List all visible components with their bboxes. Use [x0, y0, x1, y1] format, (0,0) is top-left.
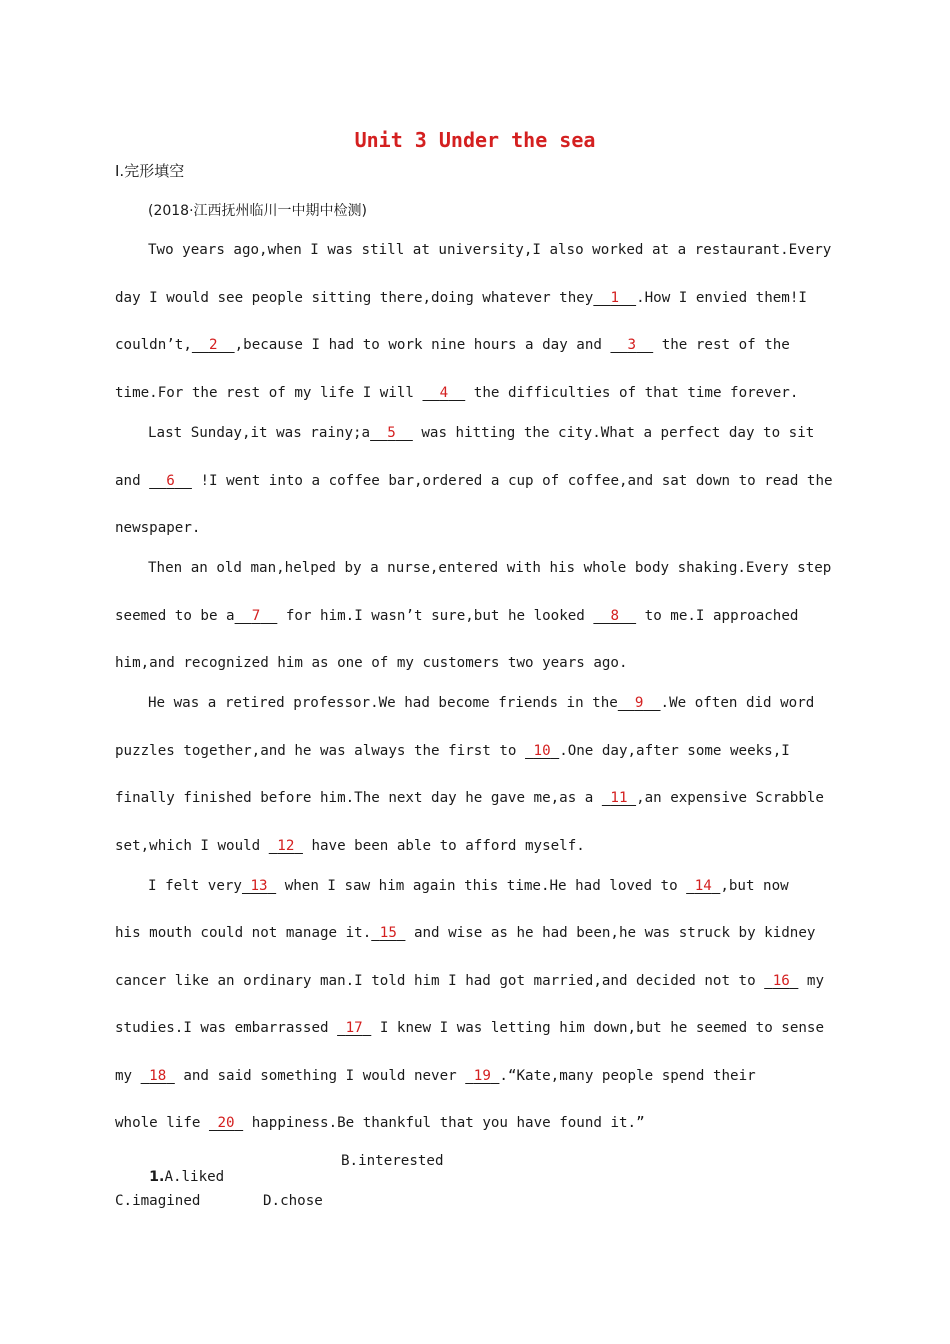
blank-8[interactable] — [593, 606, 636, 626]
blank-number: 3 — [627, 337, 637, 353]
passage-text: cancer like an ordinary man.I told him I had got married,and decided not to — [115, 973, 765, 989]
passage-line — [115, 606, 835, 626]
passage-text: studies.I was embarrassed — [115, 1020, 338, 1036]
passage-text: and — [115, 473, 150, 489]
blank-5[interactable] — [370, 423, 413, 443]
blank-17[interactable] — [337, 1018, 371, 1038]
passage-text: have been able to afford myself. — [302, 838, 585, 854]
blank-15[interactable] — [371, 923, 405, 943]
passage-line — [115, 1066, 835, 1086]
passage-text: my — [115, 1068, 141, 1084]
blank-3[interactable] — [610, 335, 653, 355]
blank-7[interactable] — [235, 606, 278, 626]
passage-line — [115, 335, 835, 355]
passage-text: happiness.Be thankful that you have found it.” — [243, 1115, 645, 1131]
blank-number: 12 — [277, 838, 295, 854]
blank-number: 15 — [379, 925, 397, 941]
passage-text: him,and recognized him as one of my customers two years ago. — [115, 655, 628, 671]
passage-line — [115, 923, 835, 943]
blank-number: 2 — [208, 337, 218, 353]
passage-text: He was a retired professor.We had become friends in the — [148, 695, 618, 711]
passage-text: time.For the rest of my life I will — [115, 385, 423, 401]
blank-13[interactable] — [242, 876, 276, 896]
passage-line — [115, 288, 835, 308]
blank-20[interactable] — [209, 1113, 243, 1133]
passage-text: was hitting the city.What a perfect day to sit — [412, 425, 815, 441]
blank-12[interactable] — [269, 836, 303, 856]
blank-19[interactable] — [465, 1066, 499, 1086]
passage-text: seemed to be a — [115, 608, 235, 624]
passage-text: ,an expensive Scrabble — [636, 790, 824, 806]
passage-text: !I went into a coffee bar,ordered a cup of coffee,and sat down to read the — [191, 473, 833, 489]
blank-number: 10 — [533, 743, 551, 759]
passage-text: to me.I approached — [636, 608, 799, 624]
question-1-option-b[interactable]: B.interested — [341, 1153, 444, 1169]
passage-text: I felt very — [148, 878, 242, 894]
passage-text: .One day,after some weeks,I — [559, 743, 790, 759]
blank-10[interactable] — [525, 741, 559, 761]
blank-18[interactable] — [141, 1066, 175, 1086]
blank-number: 17 — [345, 1020, 363, 1036]
passage-text: and wise as he had been,he was struck by kidney — [405, 925, 816, 941]
blank-6[interactable] — [149, 471, 192, 491]
blank-number: 18 — [149, 1068, 167, 1084]
passage-text: my — [798, 973, 824, 989]
option-text: A.liked — [164, 1169, 225, 1185]
blank-number: 1 — [610, 290, 619, 306]
blank-number: 5 — [387, 425, 396, 441]
blank-number: 14 — [694, 878, 712, 894]
passage-text: Last Sunday,it was rainy;a — [148, 425, 371, 441]
passage-text: his mouth could not manage it. — [115, 925, 372, 941]
passage-text: for him.I wasn’t sure,but he looked — [277, 608, 594, 624]
blank-1[interactable] — [593, 288, 636, 308]
question-1-option-c[interactable]: C.imagined — [115, 1193, 201, 1209]
blank-number: 11 — [610, 790, 628, 806]
blank-number: 20 — [217, 1115, 235, 1131]
passage-text: newspaper. — [115, 520, 201, 536]
passage-line — [115, 653, 835, 673]
passage-line — [148, 423, 868, 443]
passage-text: .“Kate,many people spend their — [499, 1068, 756, 1084]
passage-text: ,but now — [720, 878, 789, 894]
passage-text: day I would see people sitting there,doing whatever they — [115, 290, 594, 306]
source-note: (2018·江西抚州临川一中期中检测) — [148, 203, 368, 219]
passage-line — [115, 471, 835, 491]
passage-line — [115, 518, 835, 538]
passage-text: Then an old man,helped by a nurse,entered with his whole body shaking.Every step — [148, 560, 832, 576]
passage-text: .We often did word — [660, 695, 815, 711]
blank-number: 7 — [251, 608, 261, 624]
passage-text: couldn’t, — [115, 337, 192, 353]
blank-number: 9 — [634, 695, 644, 711]
blank-number: 13 — [250, 878, 268, 894]
passage-line — [115, 383, 835, 403]
blank-number: 19 — [473, 1068, 491, 1084]
blank-number: 16 — [772, 973, 790, 989]
passage-text: when I saw him again this time.He had loved to — [276, 878, 687, 894]
blank-14[interactable] — [686, 876, 720, 896]
passage-line — [115, 971, 835, 991]
blank-16[interactable] — [764, 971, 798, 991]
question-1-option-d[interactable]: D.chose — [263, 1193, 323, 1209]
passage-text: the difficulties of that time forever. — [465, 385, 799, 401]
passage-line — [148, 876, 868, 896]
passage-line — [115, 788, 835, 808]
question-number: 1. — [149, 1169, 165, 1185]
passage-text: whole life — [115, 1115, 209, 1131]
passage-line — [148, 240, 868, 260]
passage-line — [148, 558, 868, 578]
passage-line — [115, 1113, 835, 1133]
section-heading: Ⅰ.完形填空 — [115, 162, 185, 180]
passage-text: Two years ago,when I was still at university,I also worked at a restaurant.Every — [148, 242, 832, 258]
blank-number: 6 — [166, 473, 175, 489]
passage-line — [115, 1018, 835, 1038]
passage-line — [115, 836, 835, 856]
blank-9[interactable] — [618, 693, 661, 713]
passage-text: the rest of the — [653, 337, 790, 353]
passage-text: .How I envied them!I — [636, 290, 807, 306]
passage-line — [115, 741, 835, 761]
blank-number: 8 — [610, 608, 620, 624]
passage-text: I knew I was letting him down,but he seemed to sense — [371, 1020, 824, 1036]
passage-text: finally finished before him.The next day he gave me,as a — [115, 790, 602, 806]
page-title: Unit 3 Under the sea — [354, 128, 596, 152]
passage-text: and said something I would never — [174, 1068, 466, 1084]
blank-2[interactable] — [192, 335, 235, 355]
passage-line — [148, 693, 868, 713]
blank-4[interactable] — [423, 383, 466, 403]
blank-number: 4 — [439, 385, 449, 401]
blank-11[interactable] — [602, 788, 636, 808]
passage-text: set,which I would — [115, 838, 269, 854]
passage-text: puzzles together,and he was always the first to — [115, 743, 525, 759]
passage-text: ,because I had to work nine hours a day and — [234, 337, 611, 353]
